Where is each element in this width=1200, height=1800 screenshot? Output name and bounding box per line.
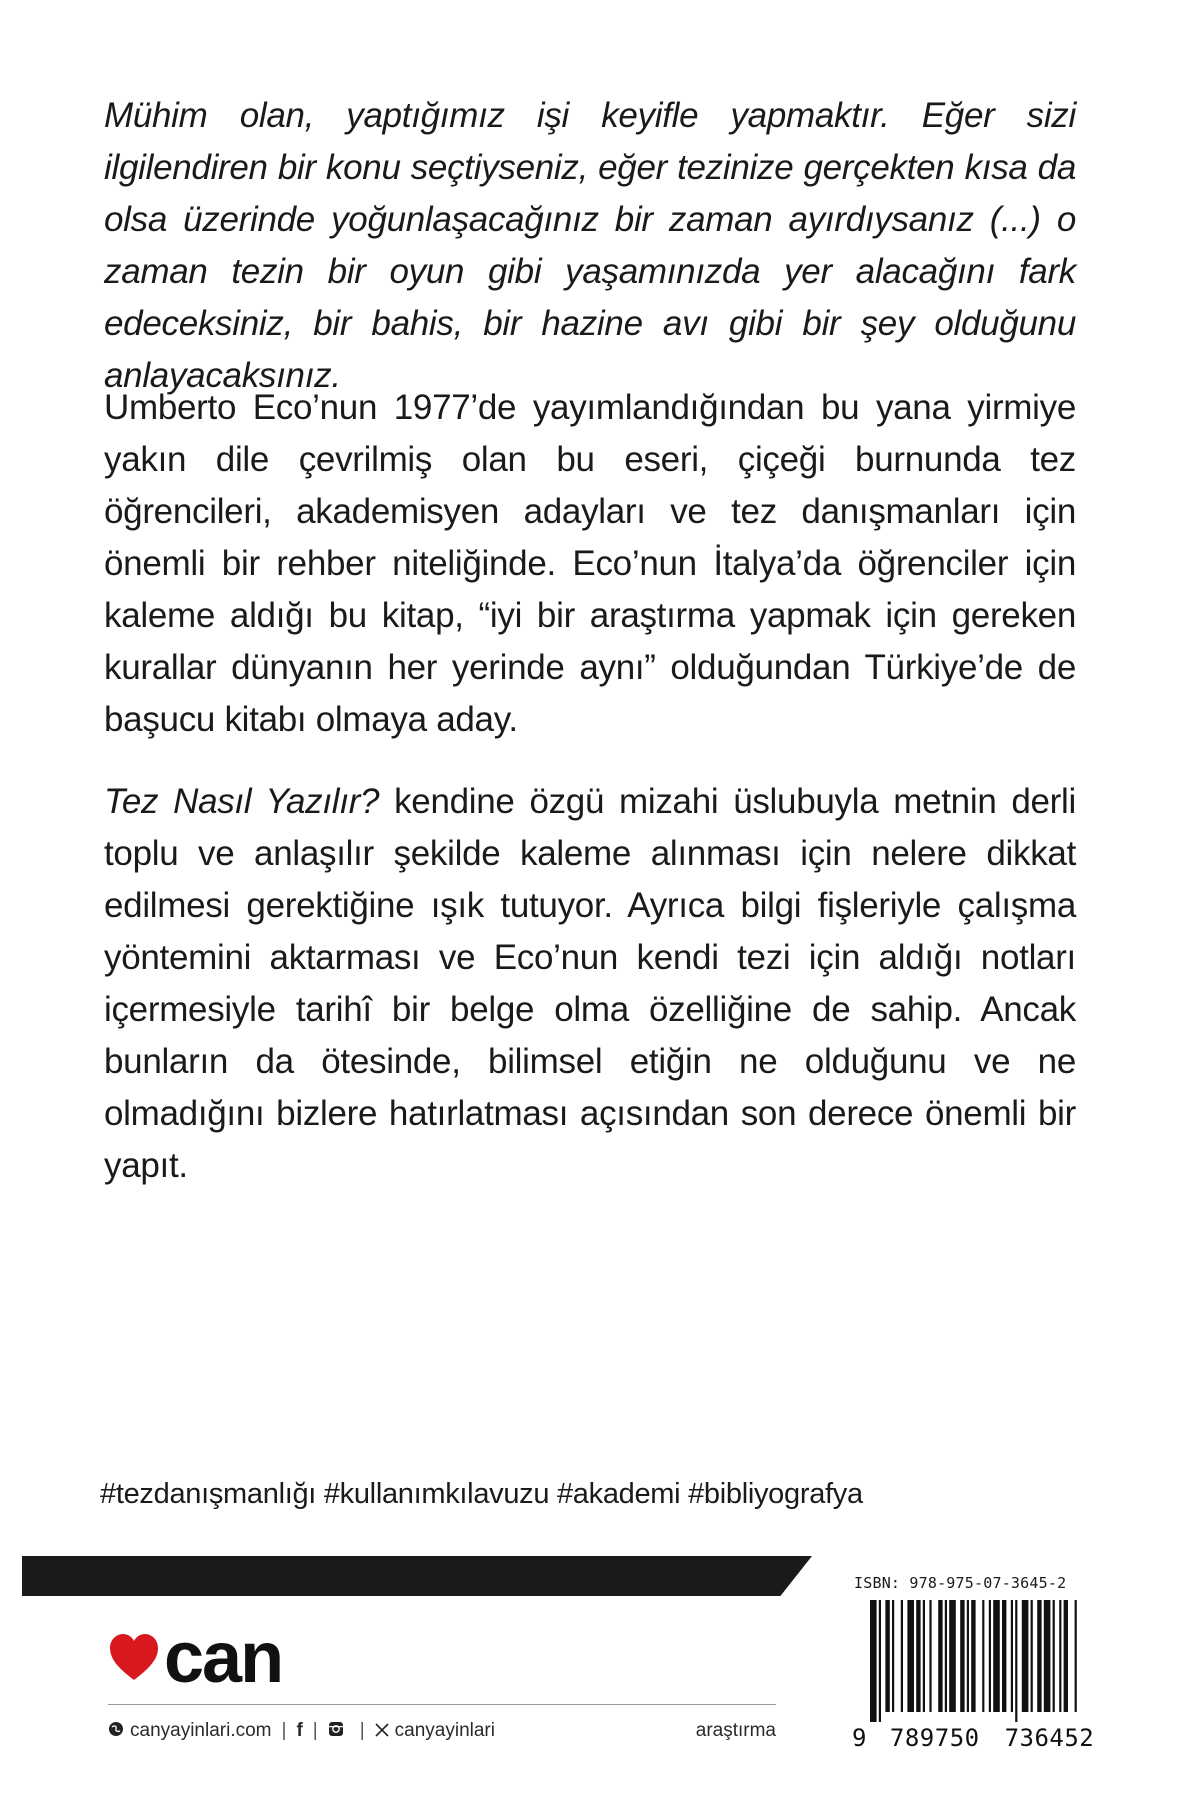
barcode-bar xyxy=(1011,1600,1013,1712)
barcode-bar xyxy=(993,1600,1000,1712)
barcode-bar xyxy=(929,1600,931,1712)
website-link[interactable]: canyayinlari.com xyxy=(130,1720,272,1741)
barcode-bar xyxy=(945,1600,947,1712)
barcode-digits-left: 789750 xyxy=(889,1724,980,1752)
barcode-bar xyxy=(949,1600,956,1712)
description-paragraph: Umberto Eco’nun 1977’de yayımlandığından bu yana yirmiye yakın dile çevrilmiş olan bu eseri, çiçeği burnunda tez öğrencileri, akademisyen adayları ve tez danışmanları için önemli bir rehber niteliğinde. Eco’nun İtalya’da öğrenciler için kaleme aldığı bu kitap, “iyi bir araştırma yapmak için gereken kurallar dünyanın her yerinde aynı” olduğundan Türkiye’de de başucu kitabı olmaya aday. xyxy=(104,388,1076,739)
barcode-bar xyxy=(1044,1600,1051,1712)
barcode-digits xyxy=(852,1724,1095,1752)
barcode-bar xyxy=(1037,1600,1041,1712)
summary-paragraph xyxy=(104,776,1076,1192)
separator: | xyxy=(281,1720,287,1741)
barcode-bar xyxy=(1064,1600,1068,1712)
hashtags: #tezdanışmanlığı #kullanımkılavuzu #akademi #bibliyografya xyxy=(100,1478,863,1510)
barcode-bar xyxy=(901,1600,903,1712)
black-stripe xyxy=(22,1556,812,1596)
separator: | xyxy=(359,1720,365,1741)
quote-paragraph: Mühim olan, yaptığımız işi keyifle yapmaktır. Eğer sizi ilgilendiren bir konu seçtiyseniz, eğer tezinize gerçekten kısa da olsa üzerinde yoğunlaşacağınız bir zaman ayırdıysanız (...) o zaman tezin bir oyun gibi yaşamınızda yer alacağını fark edeceksiniz, bir bahis, bir hazine avı gibi bir şey olduğunu anlayacaksınız. xyxy=(104,96,1076,395)
barcode-digits-right: 736452 xyxy=(1004,1724,1095,1752)
barcode-bar xyxy=(907,1600,914,1712)
isbn-label: ISBN: 978-975-07-3645-2 xyxy=(854,1574,1067,1592)
barcode-bar xyxy=(1022,1600,1029,1712)
footer-links xyxy=(108,1716,776,1746)
barcode-bar xyxy=(879,1600,881,1722)
barcode-bar xyxy=(1002,1600,1006,1712)
barcode-bar xyxy=(971,1600,975,1712)
book-title-italic: Tez Nasıl Yazılır? xyxy=(104,782,380,821)
footer-divider xyxy=(108,1704,776,1705)
globe-icon xyxy=(108,1721,124,1742)
barcode-digit-first: 9 xyxy=(852,1724,867,1752)
summary-body: kendine özgü mizahi üslubuyla metnin derli toplu ve anlaşılır şekilde kaleme alınması için nelere dikkat edilmesi gerektiğine ışık tutuyor. Ayrıca bilgi fişleriyle çalışma yöntemini aktarması ve Eco’nun kendi tezi için aldığı notları içermesiyle tarihî bir belge olma özelliğine de sahip. Ancak bunların da ötesinde, bilimsel etiğin ne olduğunu ve ne olmadığını bizlere hatırlatması açısından son derece önemli bir yapıt. xyxy=(104,782,1076,1185)
category-label: araştırma xyxy=(695,1720,776,1741)
publisher-logo xyxy=(108,1618,283,1698)
barcode-bar xyxy=(885,1600,889,1712)
instagram-icon[interactable] xyxy=(328,1721,344,1742)
barcode-bar xyxy=(892,1600,894,1712)
facebook-icon[interactable]: f xyxy=(296,1720,303,1741)
isbn-barcode xyxy=(852,1574,1095,1754)
heart-icon xyxy=(108,1632,160,1684)
barcode-bar xyxy=(1031,1600,1033,1712)
barcode-bar xyxy=(960,1600,964,1712)
barcode-bar xyxy=(916,1600,920,1712)
barcode-bar xyxy=(938,1600,942,1712)
barcode-bar xyxy=(1015,1600,1017,1722)
barcode-bar xyxy=(967,1600,969,1712)
barcode-bar xyxy=(982,1600,984,1712)
social-handle[interactable]: canyayinlari xyxy=(394,1720,495,1741)
barcode-bar xyxy=(1059,1600,1061,1712)
barcode-bar xyxy=(870,1600,877,1722)
barcode-bars xyxy=(852,1600,1082,1722)
barcode-bar xyxy=(1075,1600,1077,1712)
barcode-bar xyxy=(989,1600,991,1712)
barcode-bar xyxy=(923,1600,925,1712)
barcode-bar xyxy=(1053,1600,1055,1712)
x-icon[interactable] xyxy=(375,1721,389,1742)
publisher-logo-text: can xyxy=(164,1618,283,1698)
separator: | xyxy=(312,1720,318,1741)
